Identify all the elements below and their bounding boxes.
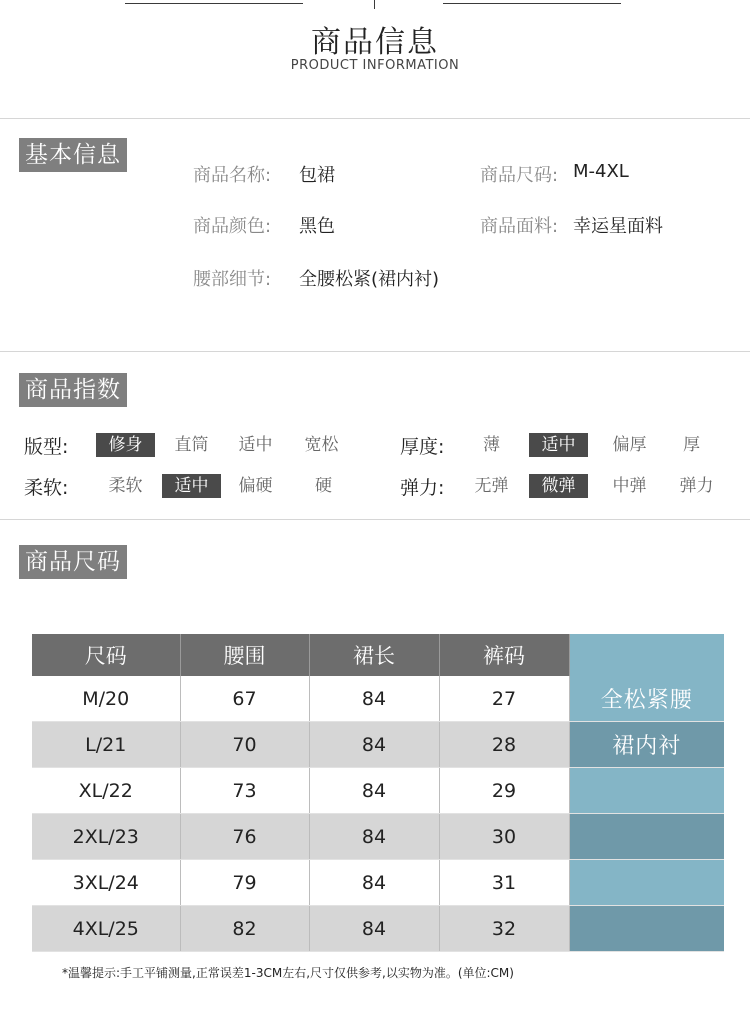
thickness-option[interactable]: 偏厚: [612, 435, 647, 455]
lining-note-cell: 裙内衬: [569, 722, 724, 768]
side-cell: [569, 768, 724, 814]
elasticity-option[interactable]: 弹力: [679, 476, 714, 496]
table-cell: 84: [309, 722, 439, 768]
table-cell: 79: [180, 860, 309, 906]
elasticity-option[interactable]: 无弹: [474, 476, 509, 496]
side-cell: [569, 860, 724, 906]
table-cell: 4XL/25: [32, 906, 180, 952]
page-title: 商品信息: [311, 25, 439, 60]
side-cell: [569, 814, 724, 860]
table-cell: 70: [180, 722, 309, 768]
softness-label: 柔软:: [24, 477, 69, 499]
table-cell: 31: [439, 860, 569, 906]
divider: [0, 118, 750, 119]
header-cell: 裙长: [309, 634, 439, 676]
size-note: *温馨提示:手工平铺测量,正常误差1-3CM左右,尺寸仅供参考,以实物为准。(单位:CM): [62, 966, 514, 980]
product-fabric-label: 商品面料:: [480, 216, 559, 237]
section-tag-basic: 基本信息: [19, 138, 127, 172]
table-cell: 32: [439, 906, 569, 952]
header-cell: 尺码: [32, 634, 180, 676]
side-cell: [569, 906, 724, 952]
elasticity-option[interactable]: 中弹: [612, 476, 647, 496]
table-cell: M/20: [32, 676, 180, 722]
table-row: [32, 676, 724, 722]
divider: [0, 519, 750, 520]
section-tag-index: 商品指数: [19, 373, 127, 407]
table-cell: 84: [309, 906, 439, 952]
table-cell: 3XL/24: [32, 860, 180, 906]
header-left-line: [125, 3, 303, 4]
table-cell: 2XL/23: [32, 814, 180, 860]
table-cell: XL/22: [32, 768, 180, 814]
elasticity-label: 弹力:: [400, 477, 445, 499]
page-subtitle: PRODUCT INFORMATION: [290, 58, 460, 73]
header-cell: 腰围: [180, 634, 309, 676]
side-header-cell: [569, 634, 724, 676]
waist-detail-value: 全腰松紧(裙内衬): [299, 269, 440, 290]
divider: [0, 351, 750, 352]
softness-option[interactable]: 硬: [315, 476, 332, 496]
section-tag-sizes: 商品尺码: [19, 545, 127, 579]
product-name-label: 商品名称:: [193, 165, 272, 186]
thickness-label: 厚度:: [400, 436, 445, 458]
product-color-value: 黑色: [299, 216, 335, 237]
table-cell: 82: [180, 906, 309, 952]
size-table: [32, 634, 724, 952]
softness-option-selected[interactable]: 适中: [162, 474, 221, 498]
fit-option-selected[interactable]: 修身: [96, 433, 155, 457]
softness-option[interactable]: 柔软: [108, 476, 143, 496]
product-fabric-value: 幸运星面料: [573, 216, 663, 237]
elasticity-option-selected[interactable]: 微弹: [529, 474, 588, 498]
thickness-option[interactable]: 厚: [683, 435, 700, 455]
table-row: [32, 814, 724, 860]
softness-option[interactable]: 偏硬: [238, 476, 273, 496]
fit-label: 版型:: [24, 436, 69, 458]
table-row: [32, 860, 724, 906]
waist-note-cell: 全松紧腰: [569, 676, 724, 722]
table-cell: 84: [309, 814, 439, 860]
product-size-label: 商品尺码:: [480, 165, 559, 186]
table-row: [32, 768, 724, 814]
table-cell: 73: [180, 768, 309, 814]
product-size-value: M-4XL: [573, 161, 629, 182]
table-cell: L/21: [32, 722, 180, 768]
thickness-option-selected[interactable]: 适中: [529, 433, 588, 457]
table-row: [32, 722, 724, 768]
table-cell: 67: [180, 676, 309, 722]
thickness-option[interactable]: 薄: [483, 435, 500, 455]
fit-option[interactable]: 适中: [238, 435, 273, 455]
table-cell: 27: [439, 676, 569, 722]
fit-option[interactable]: 宽松: [304, 435, 339, 455]
header-right-line: [443, 3, 621, 4]
table-cell: 29: [439, 768, 569, 814]
table-row: [32, 906, 724, 952]
table-cell: 84: [309, 768, 439, 814]
header-cell: 裤码: [439, 634, 569, 676]
size-table-header: [32, 634, 724, 676]
table-cell: 84: [309, 860, 439, 906]
table-cell: 84: [309, 676, 439, 722]
header-center-tick: [374, 0, 375, 9]
product-name-value: 包裙: [299, 165, 335, 186]
table-cell: 76: [180, 814, 309, 860]
table-cell: 30: [439, 814, 569, 860]
table-cell: 28: [439, 722, 569, 768]
fit-option[interactable]: 直筒: [174, 435, 209, 455]
waist-detail-label: 腰部细节:: [193, 269, 272, 290]
product-color-label: 商品颜色:: [193, 216, 272, 237]
